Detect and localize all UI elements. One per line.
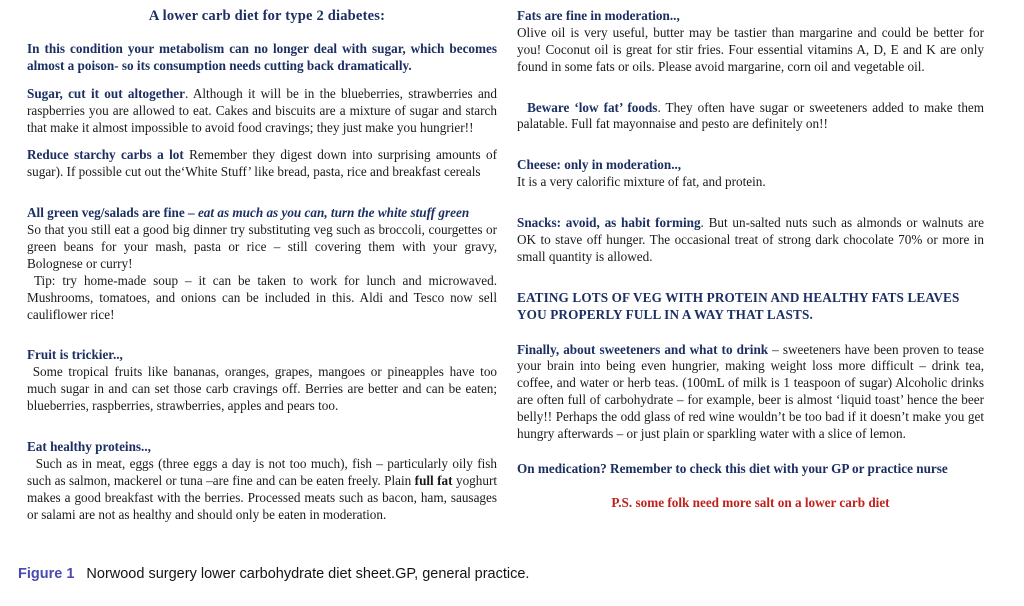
- paragraph-green-veg-tip: Tip: try home-made soup – it can be taken to work for lunch and microwaved. Mushrooms, tomatoes, and onions can be included in this. Aldi and Tesco now sell cauliflower rice!: [27, 272, 498, 322]
- paragraph-green-veg-heading: [27, 205, 497, 222]
- spacer: [27, 426, 497, 439]
- paragraph-intro: In this condition your metabolism can no longer deal with sugar, which becomes almost a poison- so its consumption needs cutting back dramatically.: [27, 41, 497, 73]
- paragraph-cheese-body: It is a very calorific mixture of fat, and protein.: [517, 174, 766, 190]
- paragraph-sugar: [27, 86, 497, 137]
- paragraph-low-fat: [517, 100, 984, 134]
- spacer: [27, 192, 497, 205]
- paragraph-proteins-lead: Eat healthy proteins..,: [27, 439, 151, 455]
- paragraph-fruit-body: Some tropical fruits like bananas, oranges, grapes, mangoes or pineapples have too much sugar in and can set those carb cravings off. Berries are better and can be eaten; blueberries, raspberries, strawberries, apples and pears too.: [27, 364, 498, 414]
- paragraph-sweeteners-body: – sweeteners have been proven to tease your brain into being even hungrier, making weight loss more difficult – drink tea, coffee, and water or herb teas. (100mL of milk is 1 teaspoon of sugar) Alcoholic drinks are often full of carbohydrate – for example, beer is almost ‘liquid toast’ hence the beer belly!! Perhaps the odd glass of red wine wouldn’t be too bad if it doesn’t make you get hungry afterwards – or just plain or sparkling water with a slice of lemon.: [517, 341, 984, 442]
- paragraph-fats-heading: [517, 8, 984, 25]
- figure-caption-label: Figure 1: [18, 566, 75, 582]
- paragraph-key-statement: EATING LOTS OF VEG WITH PROTEIN AND HEALTHY FATS LEAVES YOU PROPERLY FULL IN A WAY THAT LASTS.: [517, 289, 960, 322]
- figure-caption: [0, 566, 1024, 606]
- spacer: [27, 334, 497, 347]
- paragraph-cheese-lead: Cheese: only in moderation..,: [517, 157, 682, 173]
- paragraph-fruit-heading: [27, 347, 497, 364]
- paragraph-snacks-lead: Snacks: avoid, as habit forming: [517, 215, 701, 231]
- paragraph-proteins-body-emphasis: full fat: [414, 472, 453, 488]
- paragraph-sweeteners: [517, 342, 984, 443]
- paragraph-sugar-body: . Although it will be in the blueberries, strawberries and raspberries you are allowed to eat. Cakes and biscuits are a mixture of sugar and starch that make it almost impossible to avoid food cravings; they just make you hungrier!!: [27, 85, 497, 135]
- sheet-right-column: [517, 8, 984, 511]
- paragraph-starchy-carbs: [27, 147, 497, 181]
- spacer: [517, 277, 984, 290]
- spacer: [517, 335, 984, 342]
- paragraph-fats-lead: Fats are fine in moderation..,: [517, 8, 680, 23]
- paragraph-fruit-lead: Fruit is trickier..,: [27, 347, 123, 363]
- paragraph-proteins-body-2: yoghurt makes a good breakfast with the berries. Processed meats such as bacon, ham, sausages or salami are not as healthy and should only be eaten in moderation.: [27, 472, 498, 522]
- spacer: [517, 87, 984, 100]
- paragraph-snacks: [517, 215, 984, 266]
- paragraph-starchy-carbs-lead: Reduce starchy carbs a lot: [27, 147, 184, 163]
- paragraph-green-veg-body: So that you still eat a good big dinner try substituting veg such as broccoli, courgettes or green beans for your mash, pasta or rice – still covering them with your gravy, Bolognese or curry!: [27, 222, 497, 271]
- paragraph-medication-note: On medication? Remember to check this diet with your GP or practice nurse: [517, 460, 948, 476]
- sheet-title: A lower carb diet for type 2 diabetes:: [148, 8, 386, 24]
- paragraph-cheese-heading: [517, 157, 984, 174]
- paragraph-low-fat-body: . They often have sugar or sweeteners added to make them palatable. Full fat mayonnaise and pesto are definitely on!!: [517, 99, 985, 132]
- paragraph-low-fat-lead: Beware ‘low fat’ foods: [527, 99, 658, 115]
- spacer: [517, 144, 984, 157]
- figure-caption-text: Norwood surgery lower carbohydrate diet sheet.GP, general practice.: [86, 566, 530, 582]
- paragraph-proteins-body: [27, 456, 497, 524]
- sheet-left-column: [27, 8, 497, 534]
- paragraph-sweeteners-lead: Finally, about sweeteners and what to drink: [517, 341, 769, 357]
- paragraph-fats-body: Olive oil is very useful, butter may be tastier than margarine and could be better for you! Coconut oil is great for stir fries. Four essential vitamins A, D, E and K are only found in some fats or oils. Please avoid margarine, corn oil and vegetable oil.: [517, 24, 984, 74]
- spacer: [517, 454, 984, 461]
- paragraph-postscript: P.S. some folk need more salt on a lower carb diet: [611, 494, 890, 510]
- paragraph-starchy-carbs-body: Remember they digest down into surprising amounts of sugar). If possible cut out the‘White Stuff’ like bread, pasta, rice and breakfast cereals: [27, 147, 497, 180]
- paragraph-proteins-body-1: Such as in meat, eggs (three eggs a day is not too much), fish – particularly oily fish such as salmon, mackerel or tuna –are fine and can be eaten freely. Plain: [27, 455, 497, 488]
- spacer: [517, 202, 984, 215]
- paragraph-snacks-body: . But un-salted nuts such as almonds or walnuts are OK to stave off hunger. The occasional treat of strong dark chocolate 70% or more in small quantity is allowed.: [517, 215, 984, 264]
- paragraph-green-veg-lead: All green veg/salads are fine –: [27, 205, 198, 221]
- paragraph-sugar-lead: Sugar, cut it out altogether: [27, 85, 186, 101]
- paragraph-green-veg-lead-italic: eat as much as you can, turn the white stuff green: [197, 205, 470, 221]
- paragraph-proteins-heading: [27, 439, 497, 456]
